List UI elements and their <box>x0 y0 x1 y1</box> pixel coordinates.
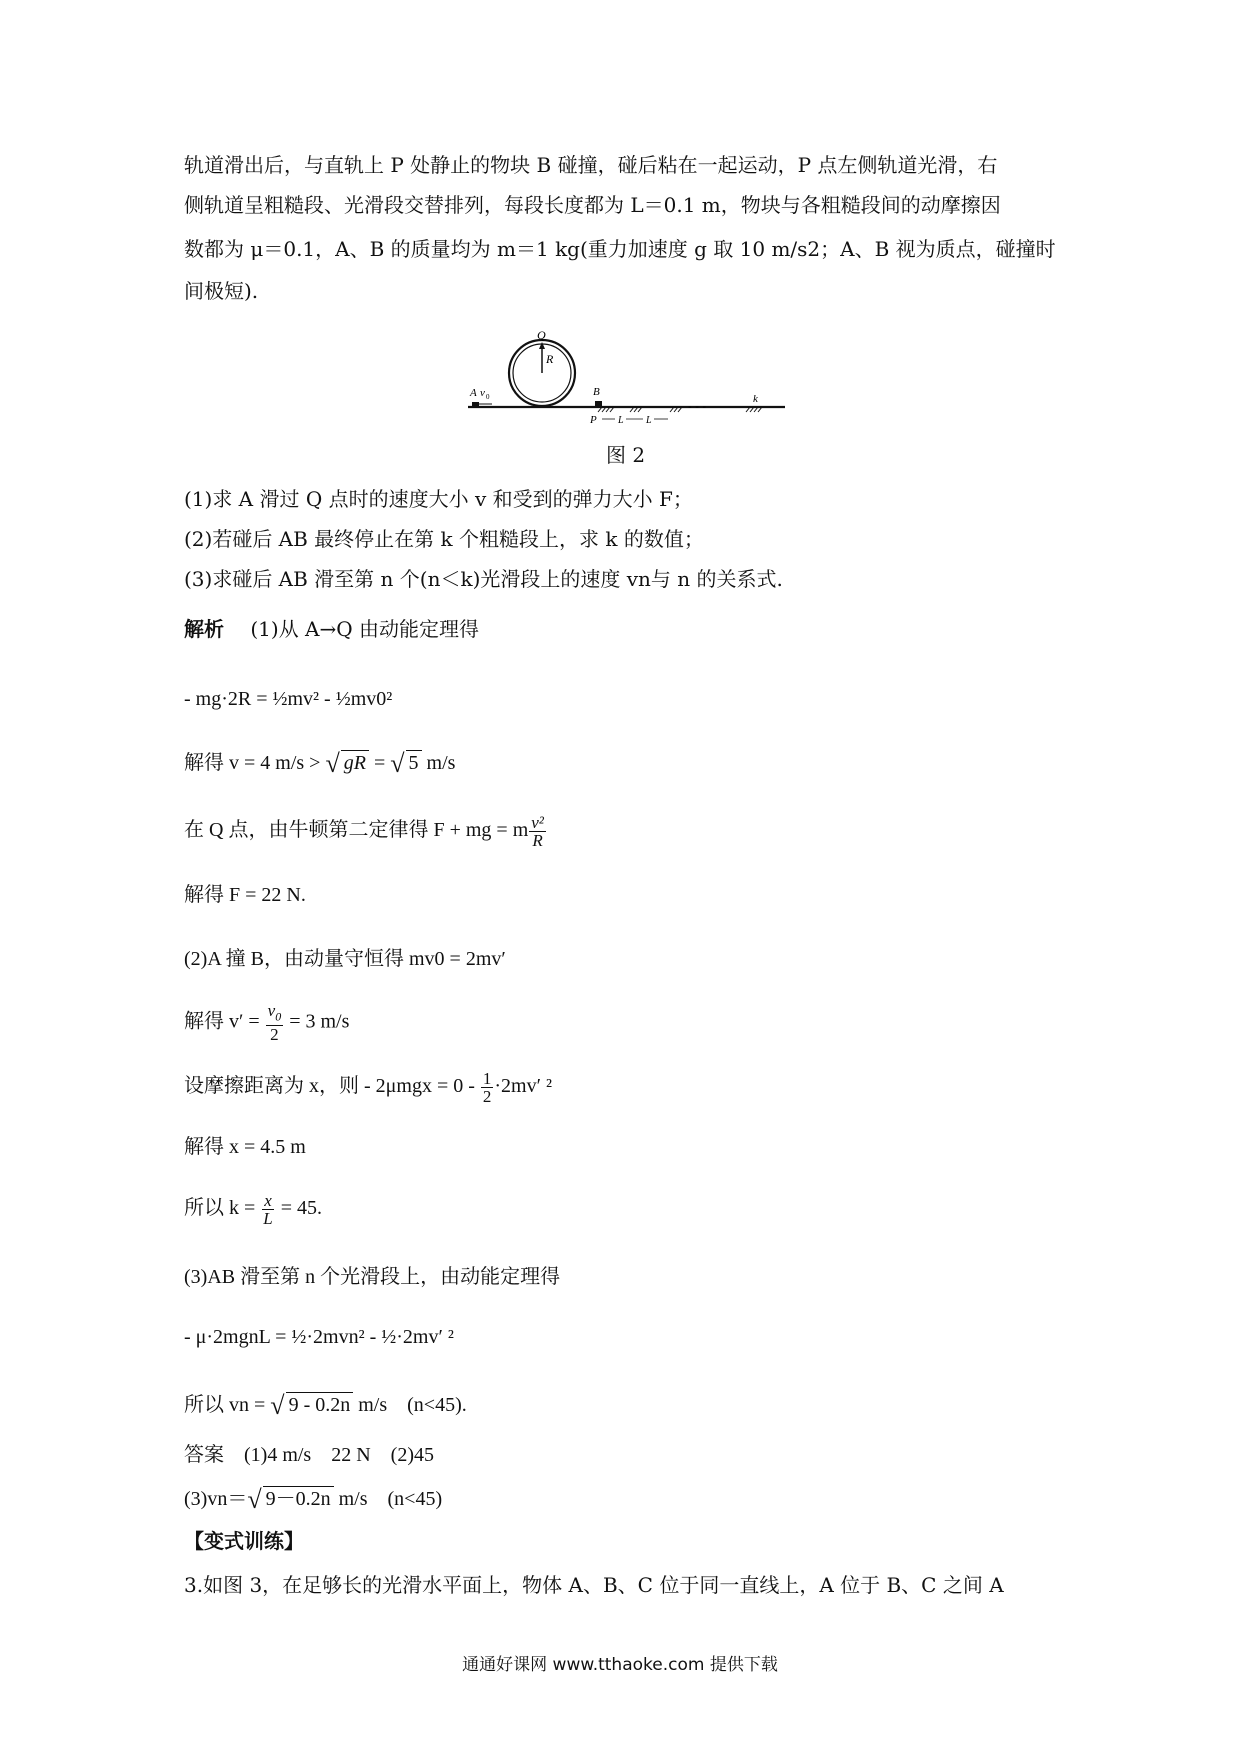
label-k: k <box>753 393 758 405</box>
result-v-prime: 解得 v′ = $\frac{v_0}{2}$ = 3 m/s <box>184 1001 350 1045</box>
solution-heading: 解析 <box>184 617 224 641</box>
result-F: 解得 F = 22 N. <box>184 884 306 906</box>
question-3: (3)求碰后 AB 滑至第 n 个(n＜k)光滑段上的速度 vn与 n 的关系式. <box>184 567 783 591</box>
result-k: 所以 k = $\frac{x}{L}$ = 45. <box>184 1191 323 1228</box>
equation-3: - μ·2mgnL = ½·2mvn² - ½·2mv′ ² <box>184 1326 454 1348</box>
label-A: A <box>470 387 477 399</box>
solution-part3-intro: (3)AB 滑至第 n 个光滑段上，由动能定理得 <box>184 1266 561 1288</box>
answer-line-2: (3)vn＝√ 9－0.2n m/s (n<45) <box>184 1485 443 1514</box>
solution-part1-intro: 解析 (1)从 A→Q 由动能定理得 <box>184 617 480 641</box>
block-B <box>595 401 602 407</box>
page-footer: 通通好课网 www.tthaoke.com 提供下载 <box>462 1655 778 1675</box>
friction-equation: 设摩擦距离为 x，则 - 2μmgx = 0 - $\frac{1}{2}$ ·2mv′ ² <box>184 1069 552 1106</box>
question-2: (2)若碰后 AB 最终停止在第 k 个粗糙段上，求 k 的数值； <box>184 527 704 551</box>
solution-part2-intro: (2)A 撞 B，由动量守恒得 mv0 = 2mv′ <box>184 948 506 970</box>
intro-line-4: 间极短). <box>184 279 259 303</box>
variant-line-1: 3.如图 3，在足够长的光滑水平面上，物体 A、B、C 位于同一直线上，A 位于 B、C 之间 A <box>184 1573 1004 1597</box>
result-x: 解得 x = 4.5 m <box>184 1136 306 1158</box>
question-1: (1)求 A 滑过 Q 点时的速度大小 v 和受到的弹力大小 F； <box>184 487 693 511</box>
label-v0: v <box>480 387 485 399</box>
equation-1: - mg·2R = ½mv² - ½mv0² <box>184 688 393 710</box>
label-B: B <box>593 386 600 398</box>
newton-equation: 在 Q 点，由牛顿第二定律得 F + mg = m $\frac{\text{v²}}{R}$ <box>184 813 544 850</box>
figure-caption: 图 2 <box>606 443 646 467</box>
intro-line-1: 轨道滑出后，与直轨上 P 处静止的物块 B 碰撞，碰后粘在一起运动，P 点左侧轨道光滑，右 <box>184 153 998 177</box>
svg-text:- - -: - - - <box>688 400 707 413</box>
result-vn: 所以 vn = √ 9 - 0.2n m/s (n<45). <box>184 1391 467 1420</box>
intro-line-3: 数都为 μ＝0.1，A、B 的质量均为 m＝1 kg(重力加速度 g 取 10 m/s2；A、B 视为质点，碰撞时 <box>184 237 1056 261</box>
label-Q: Q <box>537 328 546 342</box>
answer-line-1: 答案 (1)4 m/s 22 N (2)45 <box>184 1444 434 1466</box>
label-L-1: L <box>618 415 624 425</box>
label-R: R <box>546 352 554 366</box>
variant-heading: 【变式训练】 <box>184 1529 304 1553</box>
block-A <box>472 402 479 407</box>
svg-text:0: 0 <box>486 393 490 401</box>
intro-line-2: 侧轨道呈粗糙段、光滑段交替排列，每段长度都为 L＝0.1 m，物块与各粗糙段间的动摩擦因 <box>184 193 1001 217</box>
label-P: P <box>590 414 597 425</box>
result-v: 解得 v = 4 m/s > √ gR = √ 5 m/s <box>184 749 456 778</box>
figure-2-diagram <box>440 320 820 425</box>
label-L-2: L <box>646 415 652 425</box>
